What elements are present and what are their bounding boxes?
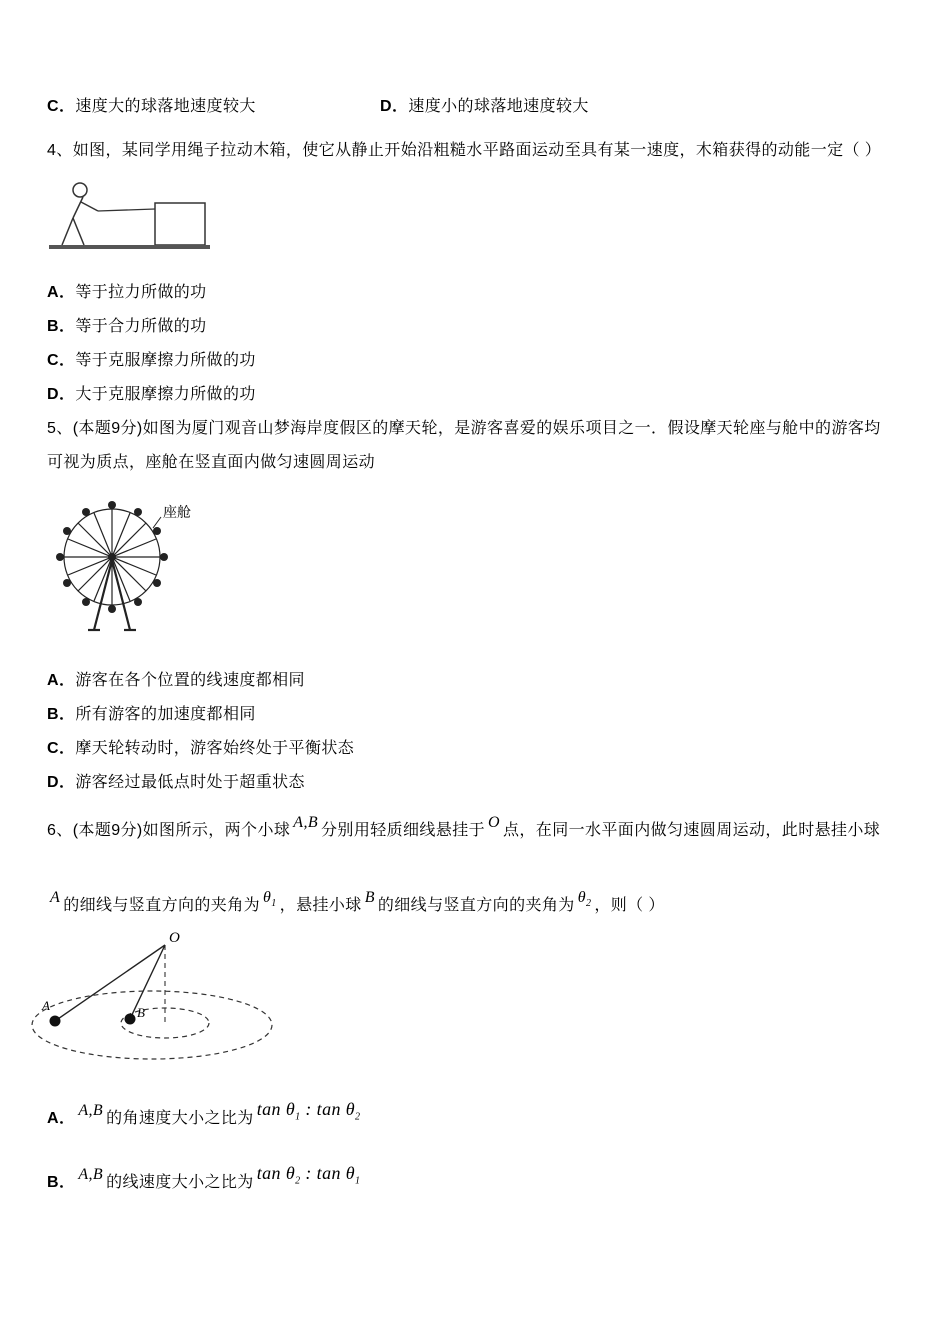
- q6-stem1-math-o: O: [488, 814, 500, 831]
- theta-subscript: 1: [295, 1111, 301, 1123]
- ratio-tan-theta: : tan θ: [300, 1099, 356, 1119]
- theta-subscript: 2: [355, 1111, 361, 1123]
- q4-option-c-text: 等于克服摩擦力所做的功: [75, 352, 256, 369]
- rope: [98, 209, 155, 211]
- q5-option-a-text: 游客在各个位置的线速度都相同: [75, 672, 305, 689]
- ratio-tan-theta: : tan θ: [300, 1163, 356, 1183]
- theta-symbol: θ: [577, 889, 586, 906]
- q4-option-a: [47, 282, 207, 304]
- q5-option-c: [47, 738, 354, 760]
- q5-option-c-text: 摩天轮转动时，游客始终处于平衡状态: [75, 740, 355, 757]
- q4-option-a-text: 等于拉力所做的功: [75, 284, 207, 301]
- q6-option-a-math-ab: A,B: [78, 1102, 104, 1119]
- q5-option-a-label: A．: [47, 672, 76, 689]
- q5-stem-line1: 5、(本题9分)如图为厦门观音山梦海岸度假区的摩天轮，是游客喜爱的娱乐项目之一．假设摩天轮座与舱中的游客均: [47, 420, 881, 437]
- ball-a-label: A: [42, 998, 50, 1013]
- q4-option-d-label: D．: [47, 386, 76, 403]
- tan-theta: tan θ: [256, 1099, 296, 1119]
- q6-stem2-text1: 的细线与竖直方向的夹角为: [63, 897, 260, 914]
- point-o-label: O: [169, 930, 180, 946]
- cabin-label-leader-line: [153, 517, 161, 528]
- q4-figure-person-pulling-box: [47, 176, 217, 254]
- q5-option-b: [47, 704, 256, 726]
- q4-option-d-text: 大于克服摩擦力所做的功: [75, 386, 256, 403]
- q6-stem2-text2: ，悬挂小球: [279, 897, 362, 914]
- q6-option-b-expression: [257, 1162, 361, 1193]
- ball-b-label: B: [137, 1005, 145, 1020]
- q5-figure-ferris-wheel: [50, 492, 260, 637]
- person-head: [73, 183, 87, 197]
- q6-option-a-text: 的角速度大小之比为: [106, 1110, 254, 1127]
- ball-b: [125, 1014, 136, 1025]
- cabin-label: 座舱: [163, 504, 191, 520]
- q6-stem2-text3: 的细线与竖直方向的夹角为: [377, 897, 575, 914]
- q3-option-d-text: 速度小的球落地速度较大: [408, 98, 589, 115]
- theta-symbol: θ: [263, 889, 272, 906]
- q3-option-d: [380, 96, 589, 118]
- q5-option-d: [47, 772, 305, 794]
- q4-stem: 4、如图，某同学用绳子拉动木箱，使它从静止开始沿粗糙水平路面运动至具有某一速度，木箱获得的动能一定（ ）: [47, 142, 882, 159]
- q4-option-c-label: C．: [47, 352, 76, 369]
- q3-option-c-text: 速度大的球落地速度较大: [75, 98, 256, 115]
- tan-theta: tan θ: [256, 1163, 296, 1183]
- q6-stem1-math-ab: A,B: [293, 814, 319, 831]
- q6-option-a: [47, 1099, 363, 1137]
- q5-option-d-label: D．: [47, 774, 76, 791]
- q6-option-a-expression: [257, 1098, 361, 1129]
- theta-subscript: 2: [585, 898, 592, 910]
- q5-option-c-label: C．: [47, 740, 76, 757]
- q4-option-b-text: 等于合力所做的功: [75, 318, 207, 335]
- q4-option-b-label: B．: [47, 318, 76, 335]
- ball-a: [50, 1016, 61, 1027]
- q6-stem2-math-b: B: [364, 889, 375, 906]
- q5-option-b-label: B．: [47, 706, 76, 723]
- q4-option-a-label: A．: [47, 284, 76, 301]
- q6-stem2-math-theta2: [578, 887, 592, 915]
- q5-option-a: [47, 670, 305, 692]
- q6-stem-line1: [47, 814, 881, 842]
- theta-subscript: 2: [295, 1175, 301, 1187]
- q4-option-c: [47, 350, 256, 372]
- q3-option-d-label: D．: [380, 98, 409, 115]
- q6-option-b-label: B．: [47, 1174, 76, 1191]
- q3-option-c: [47, 96, 256, 118]
- q5-option-d-text: 游客经过最低点时处于超重状态: [75, 774, 305, 791]
- string-b: [130, 945, 165, 1019]
- q6-option-a-label: A．: [47, 1110, 76, 1127]
- q6-figure-conical-pendulum: [18, 926, 298, 1076]
- q6-option-b-math-ab: A,B: [78, 1166, 104, 1183]
- wheel-hub: [108, 553, 116, 561]
- q5-stem-line2: 可视为质点，座舱在竖直面内做匀速圆周运动: [47, 454, 376, 471]
- q4-option-d: [47, 384, 256, 406]
- theta-subscript: 1: [271, 898, 277, 910]
- q6-stem-line2: [47, 889, 665, 923]
- q6-stem2-math-theta1: [263, 887, 277, 915]
- q6-stem1-text1: 分别用轻质细线悬挂于: [321, 822, 486, 839]
- q6-stem1-text2: 点，在同一水平面内做匀速圆周运动，此时悬挂小球: [503, 822, 881, 839]
- q4-option-b: [47, 316, 207, 338]
- person-figure: [62, 183, 98, 245]
- q6-stem2-math-a: A: [50, 889, 61, 906]
- q5-option-b-text: 所有游客的加速度都相同: [75, 706, 256, 723]
- q6-option-b: [47, 1163, 363, 1201]
- box: [155, 203, 205, 245]
- q6-stem2-text4: ，则（ ）: [594, 897, 665, 914]
- q6-option-b-text: 的线速度大小之比为: [106, 1174, 254, 1191]
- q3-option-c-label: C．: [47, 98, 76, 115]
- outer-circular-path: [32, 991, 272, 1059]
- theta-subscript: 1: [355, 1175, 361, 1187]
- q6-stem1-text0: 6、(本题9分)如图所示，两个小球: [47, 822, 291, 839]
